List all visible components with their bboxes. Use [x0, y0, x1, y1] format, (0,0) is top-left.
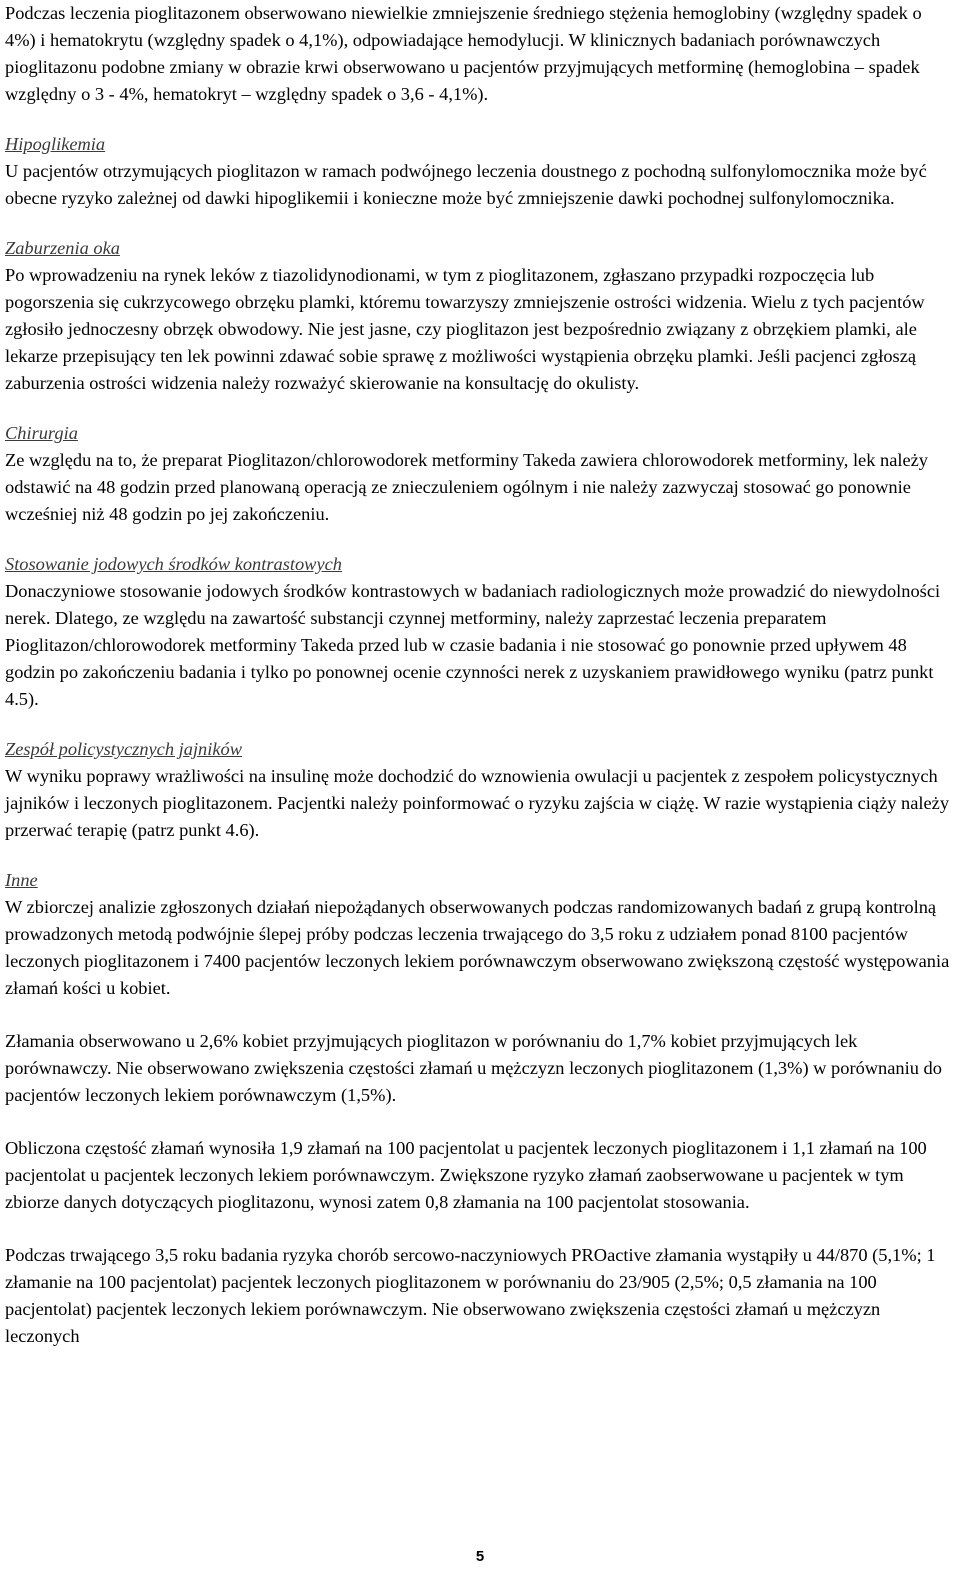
paragraph-hemodilution: Podczas leczenia pioglitazonem obserwowano niewielkie zmniejszenie średniego stężenia hemoglobiny (względny spadek o 4%) i hematokrytu (względny spadek o 4,1%), odpowiadające hemodylucji. W klinicznych badaniach porównawczych pioglitazonu podobne zmiany w obrazie krwi obserwowano u pacjentów przyjmujących metforminę (hemoglobina – spadek względny o 3 - 4%, hematokryt – względny spadek o 3,6 - 4,1%). — [5, 3, 922, 104]
paragraph-inne: W zbiorczej analizie zgłoszonych działań niepożądanych obserwowanych podczas randomizowanych badań z grupą kontrolną prowadzonych metodą podwójnie ślepej próby podczas leczenia trwającego do 3,5 roku z udziałem ponad 8100 pacjentów leczonych pioglitazonem i 7400 pacjentów leczonych lekiem porównawczym obserwowano zwiększoną częstość występowania złamań kości u kobiet. — [5, 897, 950, 998]
paragraph-kontrast: Donaczyniowe stosowanie jodowych środków kontrastowych w badaniach radiologicznych może prowadzić do niewydolności nerek. Dlatego, ze względu na zawartość substancji czynnej metforminy, należy zaprzestać leczenia preparatem Pioglitazon/chlorowodorek metforminy Takeda przed lub w czasie badania i nie stosować go ponownie przed upływem 48 godzin po zakończeniu badania i tylko po ponownej ocenie czynności nerek z uzyskaniem prawidłowego wyniku (patrz punkt 4.5). — [5, 581, 941, 709]
paragraph-zaburzenia-oka: Po wprowadzeniu na rynek leków z tiazolidynodionami, w tym z pioglitazonem, zgłaszano przypadki rozpoczęcia lub pogorszenia się cukrzycowego obrzęku plamki, któremu towarzyszy zmniejszenie ostrości widzenia. Wielu z tych pacjentów zgłosiło jednoczesny obrzęk obwodowy. Nie jest jasne, czy pioglitazon jest bezpośrednio związany z obrzękiem plamki, ale lekarze przepisujący ten lek powinni zdawać sobie sprawę z możliwości wystąpienia obrzęku plamki. Jeśli pacjenci zgłoszą zaburzenia ostrości widzenia należy rozważyć skierowanie na konsultację do okulisty. — [5, 265, 925, 393]
paragraph-obliczona: Obliczona częstość złamań wynosiła 1,9 złamań na 100 pacjentolat u pacjentek leczonych pioglitazonem i 1,1 złamań na 100 pacjentolat u pacjentek leczonych lekiem porównawczym. Zwiększone ryzyko złamań zaobserwowane u pacjentek w tym zbiorze danych dotyczących pioglitazonu, wynosi zatem 0,8 złamania na 100 pacjentolat stosowania. — [5, 1138, 927, 1212]
heading-hipoglikemia: Hipoglikemia — [5, 134, 106, 154]
page-number: 5 — [475, 1548, 485, 1565]
heading-zaburzenia-oka: Zaburzenia oka — [5, 238, 120, 258]
heading-inne: Inne — [5, 870, 38, 890]
paragraph-proactive: Podczas trwającego 3,5 roku badania ryzyka chorób sercowo-naczyniowych PROactive złamania wystąpiły u 44/870 (5,1%; 1 złamanie na 100 pacjentolat) pacjentek leczonych pioglitazonem w porównaniu do 23/905 (2,5%; 0,5 złamania na 100 pacjentolat) pacjentek leczonych lekiem porównawczym. Nie obserwowano zwiększenia częstości złamań u mężczyzn leczonych — [5, 1245, 936, 1346]
document-page — [5, 0, 950, 1350]
heading-pcos: Zespół policystycznych jajników — [5, 739, 242, 759]
paragraph-pcos: W wyniku poprawy wrażliwości na insulinę może dochodzić do wznowienia owulacji u pacjentek z zespołem policystycznych jajników i leczonych pioglitazonem. Pacjentki należy poinformować o ryzyku zajścia w ciążę. W razie wystąpienia ciąży należy przerwać terapię (patrz punkt 4.6). — [5, 766, 950, 840]
heading-kontrast: Stosowanie jodowych środków kontrastowych — [5, 554, 342, 574]
paragraph-hipoglikemia: U pacjentów otrzymujących pioglitazon w ramach podwójnego leczenia doustnego z pochodną sulfonylomocznika może być obecne ryzyko zależnej od dawki hipoglikemii i konieczne może być zmniejszenie dawki pochodnej sulfonylomocznika. — [5, 161, 927, 208]
heading-chirurgia: Chirurgia — [5, 423, 78, 443]
paragraph-zlamania: Złamania obserwowano u 2,6% kobiet przyjmujących pioglitazon w porównaniu do 1,7% kobiet przyjmujących lek porównawczy. Nie obserwowano zwiększenia częstości złamań u mężczyzn leczonych pioglitazonem (1,3%) w porównaniu do pacjentów leczonych lekiem porównawczym (1,5%). — [5, 1031, 942, 1105]
paragraph-chirurgia: Ze względu na to, że preparat Pioglitazon/chlorowodorek metforminy Takeda zawiera chlorowodorek metforminy, lek należy odstawić na 48 godzin przed planowaną operacją ze znieczuleniem ogólnym i nie należy zazwyczaj stosować go ponownie wcześniej niż 48 godzin po jej zakończeniu. — [5, 450, 929, 524]
